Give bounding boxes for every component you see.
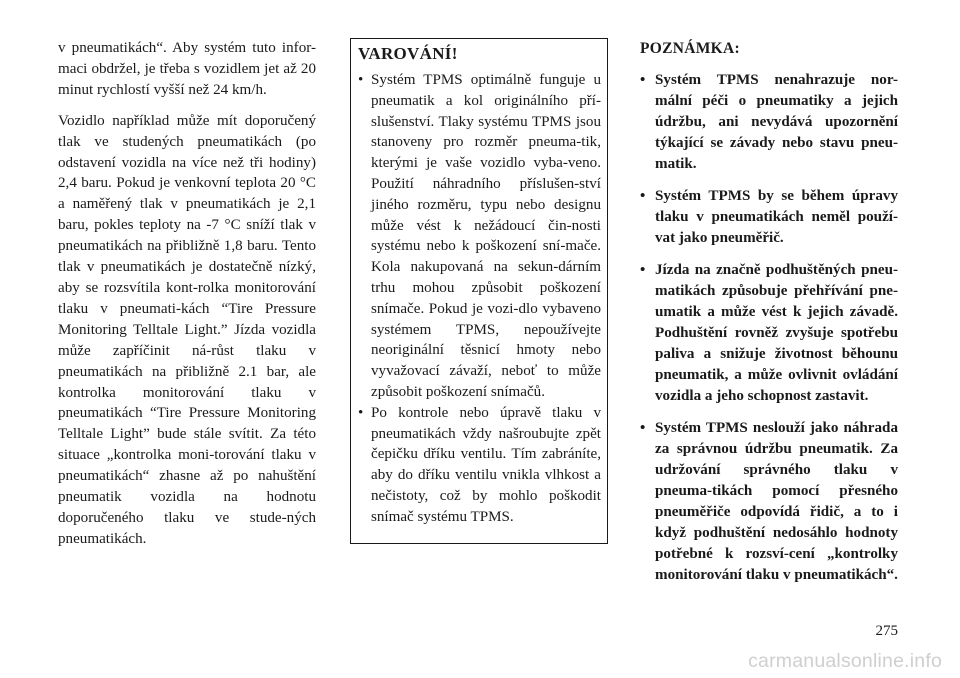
warning-item [358, 70, 601, 403]
middle-column [350, 38, 608, 544]
bullet-icon: • [640, 72, 646, 88]
note-item-text: Systém TPMS by se během úpravy tlaku v pneumatikách neměl použí-vat jako pneuměřič. [655, 188, 898, 246]
note-item [640, 418, 898, 586]
page-number: 275 [875, 623, 898, 639]
warning-list [358, 70, 601, 528]
bullet-icon: • [640, 420, 646, 436]
bullet-icon: • [640, 188, 646, 204]
note-title: POZNÁMKA: [640, 40, 740, 57]
note-item-text: Jízda na značně podhuštěných pneu-matikách způsobuje přehřívání pne-umatik a může vést k jejich závadě. Podhuštění rovněž zvyšuje spotřebu paliva a snižuje životnost běhounu pneumatik, a může ovlivnit ovládání vozidla a jeho schopnost zastavit. [655, 262, 898, 404]
right-column [640, 38, 898, 597]
bullet-icon: • [358, 404, 364, 421]
note-item [640, 186, 898, 249]
note-list [640, 70, 898, 586]
body-paragraph: v pneumatikách“. Aby systém tuto infor-maci obdržel, je třeba s vozidlem jet až 20 minut rychlostí vyšší než 24 km/h. [58, 40, 316, 98]
warning-item-text: Systém TPMS optimálně funguje u pneumatik a kol originálního pří-slušenství. Tlaky systému TPMS jsou stanoveny pro rozměr pneuma-tik, kterými je vaše vozidlo vyba-veno. Použití náhradního příslušen-ství jiného rozměru, typu nebo designu může vést k nežádoucí čin-nosti systému nebo k poškození sní-mače. Kola nakupovaná na sekun-dárním trhu mohou způsobit poškození snímače. Pokud je vozi-dlo vybaveno systémem TPMS, nepoužívejte neoriginální těsnicí hmoty nebo vyvažovací závaží, neboť to může způsobit poškození snímačů. [371, 72, 601, 400]
watermark: carmanualsonline.info [748, 650, 942, 672]
note-item-text: Systém TPMS neslouží jako náhrada za správnou údržbu pneumatik. Za udržování správného tlaku v pneuma-tikách pomocí přesného pneuměřiče odpovídá řidič, a to i když podhuštění nedosáhlo hodnoty potřebné k rozsví-cení „kontrolky monitorování tlaku v pneumatikách“. [655, 420, 898, 583]
note-item [640, 70, 898, 175]
warning-item [358, 403, 601, 528]
note-item [640, 260, 898, 407]
left-column [58, 38, 316, 560]
body-paragraph: Vozidlo například může mít doporučený tlak ve studených pneumatikách (po odstavení vozidla na více než tři hodiny) 2,4 baru. Pokud je venkovní teplota 20 °C a naměřený tlak v pneumatikách je 2,1 baru, pokles teploty na -7 °C sníží tlak v pneumatikách na přibližně 1,8 baru. Tento tlak v pneumatikách je dostatečně nízký, aby se rozsvítila kont-rolka monitorování tlaku v pneumati-kách “Tire Pressure Monitoring Telltale Light.” Jízda vozidla může zapříčinit ná-růst tlaku v pneumatikách na přibližně 2.1 bar, ale kontrolka monitorování tlaku v pneumatikách “Tire Pressure Monitoring Telltale Light” bude stále svítit. Za této situace „kontrolka moni-torování tlaku v pneumatikách“ zhasne až po nahuštění pneumatik vozidla na hodnotu doporučeného tlaku ve stude-ných pneumatikách. [58, 112, 316, 547]
warning-title: VAROVÁNÍ! [358, 44, 458, 63]
bullet-icon: • [358, 72, 364, 88]
warning-item-text: Po kontrole nebo úpravě tlaku v pneumatikách vždy našroubujte zpět čepičku dříku ventilu. Tím zabráníte, aby do dříku ventilu vnikla vlhkost a nečistoty, což by mohlo poškodit snímač systému TPMS. [371, 404, 601, 525]
warning-box [350, 38, 608, 544]
note-item-text: Systém TPMS nenahrazuje nor-mální péči o pneumatiky a jejich údržbu, ani nevydává upozornění týkající se závady nebo stavu pneu-matik. [655, 72, 898, 172]
bullet-icon: • [640, 262, 646, 278]
